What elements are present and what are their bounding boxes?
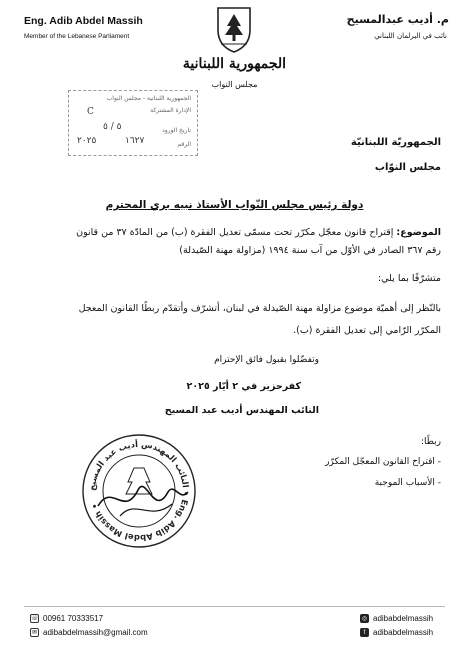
body-line-1: بالنّظر إلى أهميّة موضوع مزاولة مهنة الصّيدلة في لبنان، أتشرّف وأتقدّم ربطًا القانون المعجل: [78, 303, 441, 314]
attachment-1: - اقتراح القانون المعجّل المكرّر: [325, 457, 441, 467]
closing: وتفضّلوا بقبول فائق الإحترام: [214, 355, 319, 365]
stamp-line-1: الجمهورية اللبنانية - مجلس النواب: [106, 95, 191, 102]
letter-republic: الجمهوريّة اللبنانيّة: [350, 137, 441, 148]
instagram-icon: ◎: [361, 616, 368, 623]
stamp-line-2: الإدارة المشتركة: [150, 107, 191, 114]
seal-text: النائب المهندس أديب عبد المسيح • Eng. Adib Abdel Massih •: [86, 438, 192, 544]
header-ar-subtitle: نائب في البرلمان اللبناني: [374, 32, 447, 40]
header-ar-name: م. أديب عبدالمسيح: [346, 13, 449, 26]
footer-email[interactable]: [30, 628, 148, 637]
parliament-subheading: مجلس النواب: [211, 80, 258, 89]
footer-phone: [30, 614, 103, 623]
header-en-name: Eng. Adib Abdel Massih: [24, 15, 143, 27]
signatory: النائب المهندس أديب عبد المسيح: [164, 405, 319, 416]
facebook-icon: f: [360, 628, 369, 637]
footer-email-text: adibabdelmassih@gmail.com: [43, 628, 148, 637]
stamp-handwritten-4: ١٦٢٧: [125, 136, 145, 146]
stamp-handwritten-1: C: [87, 107, 94, 117]
stamp-handwritten-2: ٥ / ٥: [103, 122, 122, 132]
letter-addressee: دولة رئيس مجلس النّواب الأستاذ نبيه بري المحترم: [105, 199, 364, 211]
subject-line-2: رقم ٣٦٧ الصادر في الأوّل من آب سنة ١٩٩٤ (مزاولة مهنة الصّيدلة): [179, 245, 441, 256]
phone-icon: ☏: [31, 616, 39, 623]
header-en-subtitle: Member of the Lebanese Parliament: [24, 33, 130, 40]
footer-instagram[interactable]: [360, 614, 433, 623]
attachments-label: ربطًا:: [420, 437, 441, 447]
greeting: متشرّفًا بما يلي:: [377, 273, 441, 284]
letter-parliament: مجلس النوّاب: [374, 162, 441, 173]
place-date: كفرحزير في ٢ أيّار ٢٠٢٥: [186, 381, 301, 392]
footer-facebook-text: adibabdelmassih: [373, 628, 434, 637]
attachment-2: - الأسباب الموجبة: [374, 478, 441, 488]
stamp-line-4: الرقم: [177, 141, 191, 148]
body-line-2: المكرّر الرّامي إلى تعديل الفقرة (ب).: [293, 325, 441, 336]
received-stamp: [68, 90, 198, 156]
email-icon: ✉: [31, 630, 38, 637]
footer-instagram-text: adibabdelmassih: [373, 614, 434, 623]
parliament-emblem-icon: [212, 4, 256, 54]
republic-heading: الجمهورية اللبنانية: [182, 56, 287, 72]
footer-divider: [24, 606, 445, 607]
footer-phone-text: 00961 70333517: [43, 614, 104, 623]
subject-label: الموضوع:: [396, 227, 441, 238]
stamp-handwritten-3: ٢٠٢٥: [77, 136, 97, 146]
stamp-line-3: تاريخ الورود: [162, 127, 191, 134]
subject-text-1: إقتراح قانون معجّل مكرّر تحت مسمّى تعديل الفقرة (ب) من المادّة ٣٧ من قانون: [76, 227, 394, 238]
official-seal: [80, 432, 198, 550]
footer-facebook[interactable]: [360, 628, 433, 637]
